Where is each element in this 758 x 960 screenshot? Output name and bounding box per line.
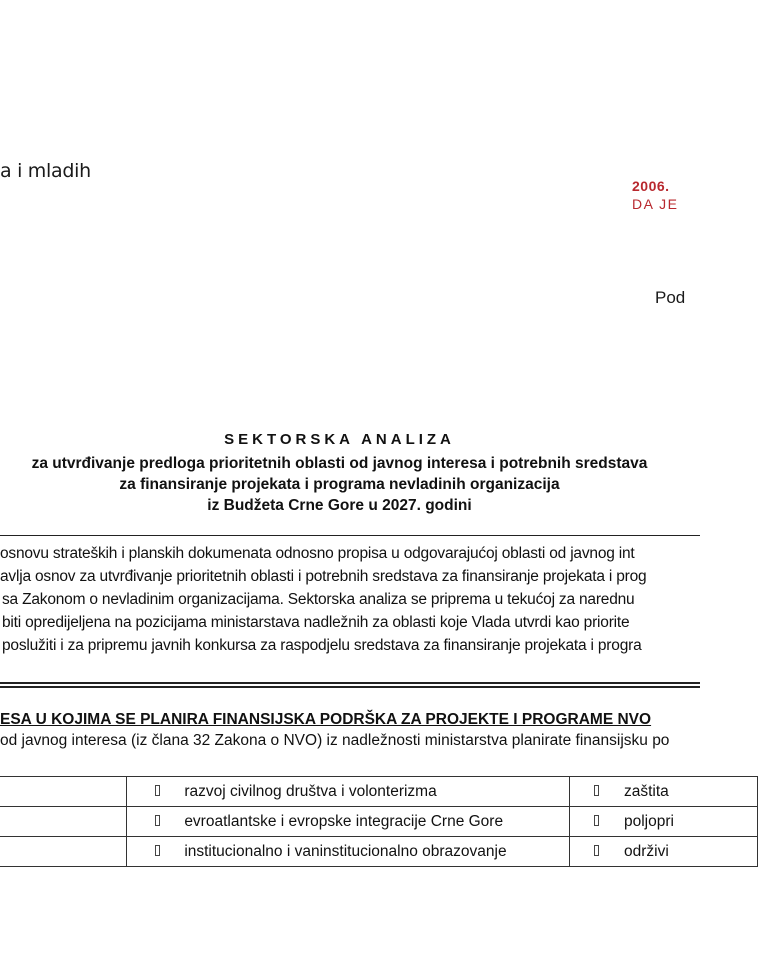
table-cell	[569, 777, 757, 807]
priority-areas-table	[0, 776, 758, 867]
area-label: institucionalno i vaninstitucionalno obrazovanje	[184, 843, 507, 860]
document-subtitle-line-2: za finansiranje projekata i programa nevladinih organizacija	[119, 476, 560, 493]
intro-line-1: osnovu strateških i planskih dokumenata odnosno propisa u odgovarajućoj oblasti od javnog int	[0, 545, 635, 562]
area-label: razvoj civilnog društva i volonterizma	[184, 783, 437, 800]
table-row	[0, 807, 758, 837]
table-cell	[127, 837, 570, 867]
table-cell	[127, 777, 570, 807]
area-label: zaštita	[623, 783, 669, 800]
logo-tagline: DA JE	[632, 196, 679, 212]
section-heading: ESA U KOJIMA SE PLANIRA FINANSIJSKA PODRŠKA ZA PROJEKTE I PROGRAME NVO	[0, 711, 652, 728]
checkbox[interactable]	[594, 815, 599, 826]
logo-year: 2006.	[632, 178, 670, 194]
checkbox[interactable]	[155, 815, 160, 826]
table-cell-empty	[0, 807, 127, 837]
checkbox[interactable]	[594, 845, 599, 856]
intro-line-4: biti opredijeljena na pozicijama ministarstava nadležnih za oblasti koje Vlada utvrdi kao priorite	[2, 614, 630, 631]
area-label: evroatlantske i evropske integracije Crne Gore	[184, 813, 504, 830]
area-label: poljopri	[623, 813, 674, 830]
intro-line-2: avlja osnov za utvrđivanje prioritetnih oblasti i potrebnih sredstava za finansiranje projekata i prog	[0, 568, 647, 585]
document-subtitle-line-1: za utvrđivanje predloga prioritetnih oblasti od javnog interesa i potrebnih sredstava	[31, 455, 648, 472]
checkbox[interactable]	[155, 785, 160, 796]
table-cell	[569, 837, 757, 867]
table-cell-empty	[0, 777, 127, 807]
table-cell	[127, 807, 570, 837]
table-row	[0, 777, 758, 807]
section-question: od javnog interesa (iz člana 32 Zakona o NVO) iz nadležnosti ministarstva planirate finansijsku po	[0, 732, 670, 749]
intro-line-3: sa Zakonom o nevladinim organizacijama. Sektorska analiza se priprema u tekućoj za narednu	[2, 591, 635, 608]
table-row	[0, 837, 758, 867]
area-label: održivi	[623, 843, 669, 860]
document-title: SEKTORSKA ANALIZA	[224, 431, 455, 448]
table-cell	[569, 807, 757, 837]
ministry-name: a i mladih	[0, 160, 91, 182]
header-right-text: Pod	[655, 288, 686, 307]
checkbox[interactable]	[155, 845, 160, 856]
section-divider	[0, 686, 700, 688]
checkbox[interactable]	[594, 785, 599, 796]
document-subtitle-line-3: iz Budžeta Crne Gore u 2027. godini	[207, 497, 472, 514]
intro-line-5: poslužiti i za pripremu javnih konkursa za raspodjelu sredstava za finansiranje projekata i progra	[2, 637, 642, 654]
table-cell-empty	[0, 837, 127, 867]
